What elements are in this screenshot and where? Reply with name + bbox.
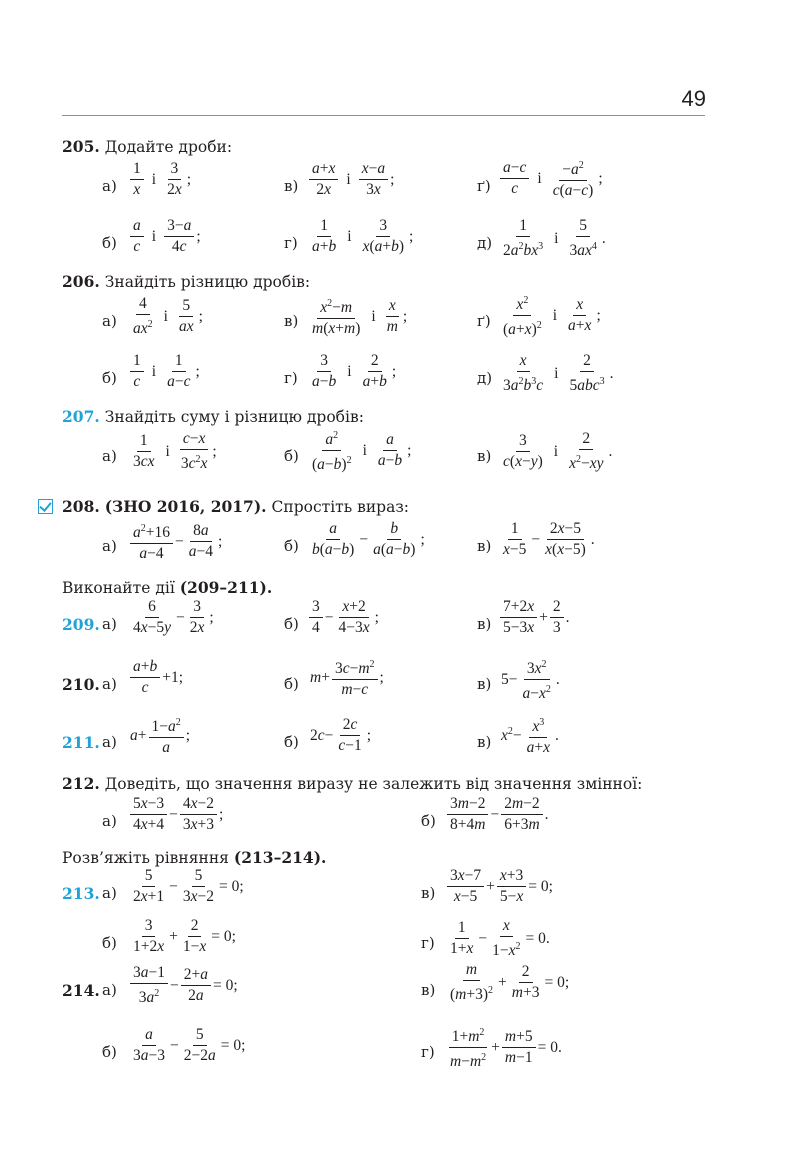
label-gg: ґ) [477,177,491,195]
problem-source: (ЗНО 2016, 2017). [104,497,267,516]
expression: $\frac{m}{(m+3)^2}$ + $\frac{2}{m+3}$ = 0; [450,961,570,1004]
label-b: б) [284,447,299,465]
problem-206-heading [62,272,310,292]
instruction-209-211: Виконайте дії (209–211). [62,578,273,597]
label-a: а) [102,812,117,830]
problem-number: 208. [62,497,100,516]
label-a: а) [102,312,117,330]
expression: $\frac{1}{3cx}$ і $\frac{c-x}{3c^2x}$ ; [133,430,217,473]
expression: $\frac{5}{2x+1}$ − $\frac{5}{3x-2}$ = 0; [133,867,244,905]
header-rule [62,115,705,116]
label-v: в) [477,615,492,633]
problem-208-heading [62,497,409,517]
expression: $\frac{1}{2a^2bx^3}$ і $\frac{5}{3ax^4}$ . [503,217,606,260]
label-b: б) [102,934,117,952]
label-g: г) [421,934,435,952]
expression: $\frac{3}{1+2x}$ + $\frac{2}{1-x}$ = 0; [133,917,236,955]
label-v: в) [421,981,436,999]
problem-text: Знайдіть суму і різницю дробів: [104,408,364,426]
label-a: а) [102,884,117,902]
expression: $\frac{3}{4}$ − $\frac{x+2}{4-3x}$ ; [307,598,379,637]
problem-number: 212. [62,774,100,793]
label-b: б) [102,369,117,387]
expression: $\frac{1}{x}$ і $\frac{3}{2x}$ ; [128,160,191,199]
expression: $\frac{a^2+16}{a-4}$ − $\frac{8a}{a-4}$ ; [128,520,222,563]
expression: $\frac{a-c}{c}$ і $\frac{-a^2}{c(a-c)}$ ; [498,157,603,200]
label-v: в) [477,675,492,693]
label-b: б) [102,1043,117,1061]
problem-205-heading [62,137,232,157]
expression: $\frac{3x-7}{x-5}$ + $\frac{x+3}{5-x}$ = 0; [445,867,553,906]
expression: $\frac{a}{c}$ і $\frac{3-a}{4c}$ ; [128,217,201,256]
expression: $\frac{6}{4x-5y}$ − $\frac{3}{2x}$ ; [133,598,214,636]
expression: $\frac{a+b}{c}$ +1; [128,658,183,697]
expression: $\frac{4}{ax^2}$ і $\frac{5}{ax}$ ; [133,295,203,338]
expression: 2 c − $\frac{2c}{c-1}$ ; [310,716,372,754]
problem-213-number: 213. [62,884,100,903]
expression: $\frac{x^2}{(a+x)^2}$ і $\frac{x}{a+x}$ ; [498,292,601,339]
label-b: б) [102,234,117,252]
expression: 5− $\frac{3x^2}{a-x^2}$ . [501,656,560,703]
label-b: б) [284,615,299,633]
label-a: а) [102,447,117,465]
expression: $\frac{a^2}{(a-b)^2}$ і $\frac{a}{a-b}$ ; [307,427,411,474]
problem-text: Доведіть, що значення виразу не залежить від значення змінної: [104,775,643,793]
label-v: в) [421,884,436,902]
label-a: а) [102,981,117,999]
expression: $\frac{5x-3}{4x+4}$ − $\frac{4x-2}{3x+3}$ ; [128,795,223,834]
label-v: в) [477,733,492,751]
label-a: а) [102,733,117,751]
label-v: в) [477,447,492,465]
problem-214-number: 214. [62,981,100,1000]
expression: $\frac{1}{a+b}$ і $\frac{3}{x(a+b)}$ ; [312,217,414,255]
label-d: д) [477,234,493,252]
expression: $x^2$ − $\frac{x^3}{a+x}$ . [501,714,559,757]
instruction-213-214: Розв’яжіть рівняння (213–214). [62,848,327,867]
expression: $\frac{1}{x-5}$ − $\frac{2x-5}{x(x-5)}$ . [503,520,595,558]
expression: $\frac{3m-2}{8+4m}$ − $\frac{2m-2}{6+3m}$ . [445,795,549,834]
problem-209-number: 209. [62,615,100,634]
expression: $\frac{3a-1}{3a^2}$ − $\frac{2+a}{2a}$ = 0; [128,964,238,1007]
label-d: д) [477,369,493,387]
expression: $\frac{1}{1+x}$ − $\frac{x}{1-x^2}$ = 0. [450,917,550,960]
label-a: а) [102,537,117,555]
expression: $\frac{a+x}{2x}$ і $\frac{x-a}{3x}$ ; [307,160,394,199]
expression: $\frac{1+m^2}{m-m^2}$ + $\frac{m+5}{m-1}$ = 0. [445,1024,562,1071]
problem-text: Додайте дроби: [104,138,233,156]
expression: a + $\frac{1-a^2}{a}$ ; [130,714,190,757]
expression: m + $\frac{3c-m^2}{m-c}$ ; [310,656,384,699]
problem-212-heading [62,774,642,794]
expression: $\frac{x}{3a^2b^3c}$ і $\frac{2}{5abc^3}$ . [503,352,614,395]
label-g: г) [421,1043,435,1061]
page-number: 49 [681,86,706,111]
problem-text: Знайдіть різницю дробів: [104,273,311,291]
label-b: б) [284,733,299,751]
label-v: в) [477,537,492,555]
label-g: г) [284,369,298,387]
label-v: в) [284,177,299,195]
problem-211-number: 211. [62,733,100,752]
label-g: г) [284,234,298,252]
expression: $\frac{a}{3a-3}$ − $\frac{5}{2-2a}$ = 0; [133,1026,246,1064]
label-a: а) [102,675,117,693]
expression: $\frac{7+2x}{5-3x}$ + $\frac{2}{3}$ . [498,598,570,637]
label-b: б) [421,812,436,830]
problem-210-number: 210. [62,675,100,694]
expression: $\frac{1}{c}$ і $\frac{1}{a-c}$ ; [128,352,200,391]
label-a: а) [102,177,117,195]
expression: $\frac{3}{c(x-y)}$ і $\frac{2}{x^2-xy}$ . [503,430,613,473]
label-b: б) [284,537,299,555]
problem-text: Спростіть вираз: [271,498,409,516]
expression: $\frac{a}{b(a-b)}$ − $\frac{b}{a(a-b)}$ ; [312,520,425,558]
expression: $\frac{3}{a-b}$ і $\frac{2}{a+b}$ ; [312,352,397,390]
problem-207-heading [62,407,364,427]
label-v: в) [284,312,299,330]
label-b: б) [284,675,299,693]
problem-number: 206. [62,272,100,291]
checkbox-icon [38,499,53,514]
problem-number: 205. [62,137,100,156]
expression: $\frac{x^2-m}{m(x+m)}$ і $\frac{x}{m}$ ; [307,295,407,338]
label-a: а) [102,615,117,633]
label-gg: ґ) [477,312,491,330]
problem-number: 207. [62,407,100,426]
